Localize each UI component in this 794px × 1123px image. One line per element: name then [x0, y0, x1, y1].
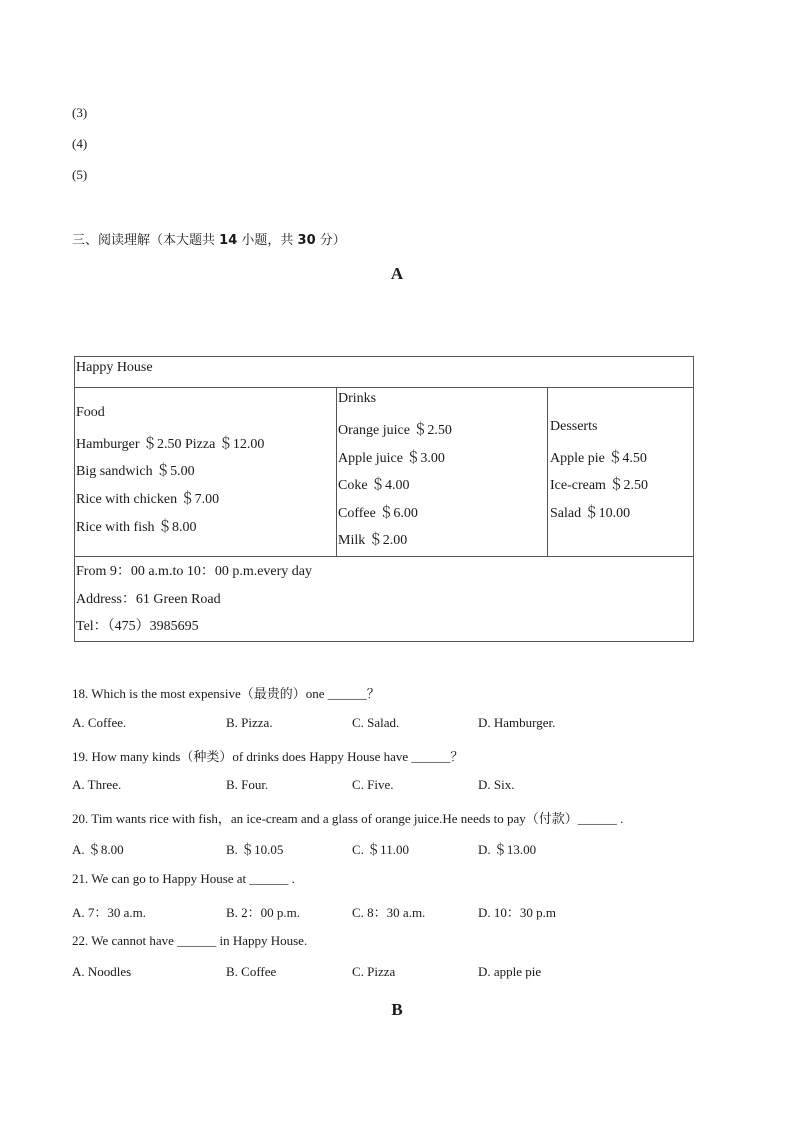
col-divider-2 [547, 387, 548, 556]
option-b: B. Pizza. [226, 715, 273, 730]
option-c: C. Five. [352, 777, 394, 792]
option-a: A. Coffee. [72, 715, 127, 730]
desserts-header: Desserts [550, 419, 598, 434]
drink-item: Milk ＄2.00 [338, 533, 408, 548]
row-divider-top [75, 387, 693, 388]
menu-table [74, 356, 694, 642]
list-number-4: (4) [72, 136, 88, 151]
drink-item: Orange juice ＄2.50 [338, 423, 452, 438]
question-20: 20. Tim wants rice with fish，an ice-cream and a glass of orange juice.He needs to pay（付款）______ . [72, 811, 624, 826]
option-a: A. ＄8.00 [72, 842, 124, 857]
drinks-header: Drinks [338, 391, 377, 406]
option-d: D. apple pie [478, 964, 542, 979]
dessert-item: Ice-cream ＄2.50 [550, 478, 648, 493]
opening-hours: From 9：00 a.m.to 10：00 p.m.every day [76, 564, 313, 579]
col-divider-1 [336, 387, 337, 556]
food-item: Rice with chicken ＄7.00 [76, 492, 220, 507]
drink-item: Coke ＄4.00 [338, 478, 410, 493]
option-b: B. 2：00 p.m. [226, 905, 301, 920]
telephone: Tel：（475）3985695 [76, 619, 199, 634]
option-d: D. 10：30 p.m [478, 905, 557, 920]
section-question-count: 14 [219, 233, 238, 248]
passage-b-title: B [391, 1000, 403, 1019]
list-number-3: (3) [72, 105, 88, 120]
food-item: Rice with fish ＄8.00 [76, 520, 197, 535]
option-d: D. Six. [478, 777, 515, 792]
passage-a-title: A [390, 264, 404, 283]
option-b: B. Coffee [226, 964, 277, 979]
section-heading-suffix: 分） [319, 233, 346, 248]
row-divider-bottom [75, 556, 693, 557]
option-d: D. ＄13.00 [478, 842, 537, 857]
address: Address：61 Green Road [76, 592, 221, 607]
question-22: 22. We cannot have ______ in Happy House. [72, 933, 308, 948]
menu-restaurant-name: Happy House [76, 360, 153, 375]
drink-item: Coffee ＄6.00 [338, 506, 418, 521]
option-d: D. Hamburger. [478, 715, 556, 730]
section-points: 30 [297, 233, 316, 248]
drink-item: Apple juice ＄3.00 [338, 451, 445, 466]
dessert-item: Apple pie ＄4.50 [550, 451, 647, 466]
option-c: C. Pizza [352, 964, 396, 979]
option-b: B. Four. [226, 777, 269, 792]
question-21: 21. We can go to Happy House at ______ . [72, 871, 295, 886]
section-heading-middle: 小题，共 [241, 233, 294, 248]
option-a: A. Three. [72, 777, 122, 792]
question-19: 19. How many kinds（种类）of drinks does Happy House have ______？ [72, 749, 464, 764]
option-c: C. Salad. [352, 715, 400, 730]
option-a: A. Noodles [72, 964, 132, 979]
food-item: Big sandwich ＄5.00 [76, 464, 195, 479]
section-heading-prefix: 三、阅读理解（本大题共 [72, 233, 216, 248]
section-heading [72, 229, 346, 248]
option-c: C. 8：30 a.m. [352, 905, 426, 920]
food-item: Hamburger ＄2.50 Pizza ＄12.00 [76, 437, 265, 452]
option-b: B. ＄10.05 [226, 842, 284, 857]
food-header: Food [76, 405, 105, 420]
option-a: A. 7：30 a.m. [72, 905, 147, 920]
option-c: C. ＄11.00 [352, 842, 409, 857]
list-number-5: (5) [72, 167, 88, 182]
question-18: 18. Which is the most expensive（最贵的）one ______？ [72, 686, 380, 701]
dessert-item: Salad ＄10.00 [550, 506, 631, 521]
